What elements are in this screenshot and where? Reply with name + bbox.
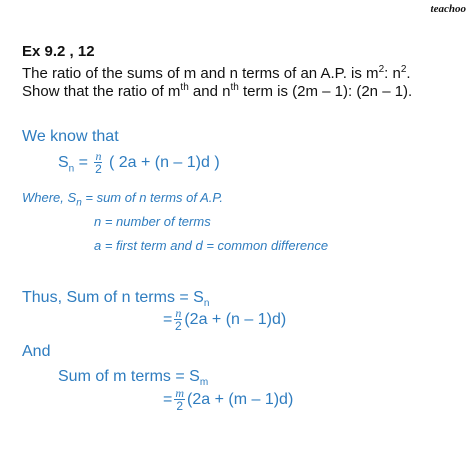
teachoo-watermark: teachoo	[430, 3, 466, 15]
a-d-definition: a = first term and d = common difference	[94, 238, 329, 253]
sn-expansion-fraction: $\frac{n}{2}$	[175, 306, 182, 333]
thus-line: Thus, Sum of n terms = $S_n$	[22, 289, 210, 310]
sn-fraction: $\frac{n}{2}$	[95, 149, 102, 176]
we-know-that: We know that	[22, 128, 119, 145]
sn-formula: $S_n$ = $\frac{n}{2}$ ( 2a + (n – 1)d )	[58, 149, 220, 176]
question-line-1: The ratio of the sums of m and n terms of an A.P. is $m^2$: $n^2$.	[22, 64, 411, 82]
exercise-title: Ex 9.2 , 12	[22, 43, 95, 60]
sn-expansion: = $\frac{n}{2}$ (2a + (n – 1)d)	[163, 306, 287, 333]
and-label: And	[22, 343, 51, 360]
n-definition: n = number of terms	[94, 214, 211, 229]
sm-expansion-fraction: $\frac{m}{2}$	[175, 386, 185, 413]
sm-line: Sum of m terms = $S_m$	[58, 368, 209, 389]
where-line: Where, $S_n$ = sum of n terms of A.P.	[22, 190, 224, 209]
sm-expansion: = $\frac{m}{2}$ (2a + (m – 1)d)	[163, 386, 294, 413]
question-line-2: Show that the ratio of $m^{th}$ and $n^{th}$ term is (2m – 1): (2n – 1).	[22, 82, 413, 100]
